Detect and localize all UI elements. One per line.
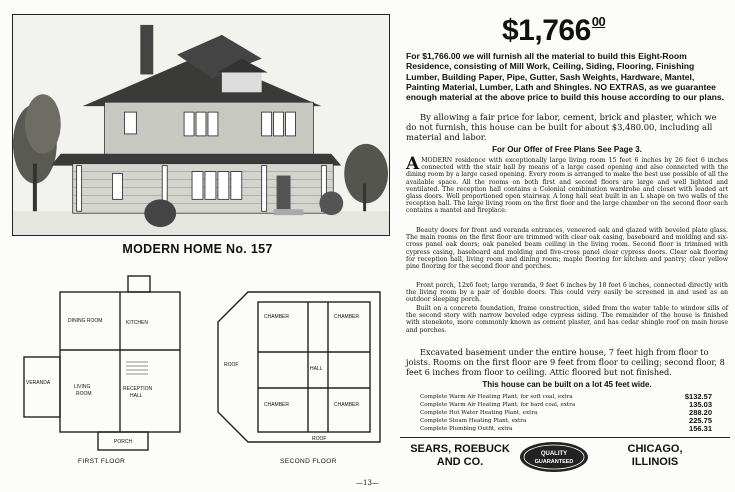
- company-name: [410, 443, 510, 469]
- extras-label: Complete Warm Air Heating Plant, for hard coal, extra: [420, 402, 576, 408]
- model-title: MODERN HOME No. 157: [122, 242, 273, 256]
- price: [502, 14, 605, 48]
- basement-text: Excavated basement under the entire house, 7 feet high from floor to joists. Rooms on the first floor are 9 feet from floor to ceiling; second floor, 8 feet 6 inches from floor to ceiling. Attic floored but not finished.: [406, 347, 725, 377]
- extras-label: Complete Hot Water Heating Plant, extra: [420, 410, 538, 416]
- description-paragraph-4: Built on a concrete foundation, frame construction, sided from the water table to window sills of the second story with narrow beveled edge cypress siding. The remainder of the house is finished with stenekote, more commonly known as cement plaster, and has cedar shingle roof on main house and porches.: [406, 305, 728, 334]
- free-plans-note: For Our Offer of Free Plans See Page 3.: [492, 145, 642, 154]
- svg-text:DINING ROOM: DINING ROOM: [68, 318, 103, 324]
- seal-line-1: QUALITY: [540, 451, 568, 457]
- svg-text:ROOF: ROOF: [224, 362, 239, 368]
- extras-row: [420, 409, 712, 417]
- description-paragraph-3: Front porch, 12x6 feet; large veranda, 9 feet 6 inches by 18 feet 6 inches, connected directly with the living room by a pair of double doors. This could very easily be screened in and used as an outdoor sleeping porch.: [406, 282, 728, 304]
- extras-row: [420, 401, 712, 409]
- svg-text:CHAMBER: CHAMBER: [334, 402, 360, 408]
- seal-line-2: GUARANTEED: [534, 459, 574, 465]
- svg-text:ROOF: ROOF: [312, 436, 327, 442]
- extras-value: 225.75: [689, 416, 712, 425]
- lot-note: This house can be built on a lot 45 feet wide.: [482, 380, 652, 389]
- second-floor-label: SECOND FLOOR: [280, 458, 337, 465]
- extras-label: Complete Warm Air Heating Plant, for soft coal, extra: [420, 394, 573, 400]
- company-location: [590, 443, 720, 469]
- extras-value: 288.20: [689, 408, 712, 417]
- svg-text:LIVING: LIVING: [74, 384, 91, 390]
- description-paragraph-1: [406, 154, 728, 215]
- description-p1-text: MODERN residence with exceptionally large living room 15 feet 6 inches by 26 feet 6 inches connected with the stair hall by means of a large cased opening and also connected with the dining room by a large cased opening. Every room is arranged to make the best use possible of all the available space. All the rooms on both first and second floors are large and well lighted and ventilated. The reception hall contains a Colonial combination wardrobe and closet with leaded art glass doors. Well proportioned open stairway. A long hall seat built in an L shape on two walls of the reception hall. The large living room on the first floor and the large chamber on the second floor each contains a mantel and fireplace.: [406, 157, 728, 215]
- floor-plans: [18, 262, 398, 472]
- extras-table: [420, 393, 712, 433]
- company-state: ILLINOIS: [631, 456, 679, 468]
- extras-row: [420, 425, 712, 433]
- svg-text:KITCHEN: KITCHEN: [126, 320, 148, 326]
- extras-value: 135.03: [689, 400, 712, 409]
- svg-text:VERANDA: VERANDA: [26, 380, 51, 386]
- price-dollars: $1,766: [502, 14, 591, 47]
- extras-label: Complete Steam Heating Plant, extra: [420, 418, 527, 424]
- extras-row: [420, 417, 712, 425]
- svg-text:CHAMBER: CHAMBER: [334, 314, 360, 320]
- company-line-2: AND CO.: [436, 456, 484, 468]
- svg-text:CHAMBER: CHAMBER: [264, 314, 290, 320]
- footer-divider: [400, 437, 730, 438]
- description-paragraph-2: Beauty doors for front and veranda entrances, veneered oak and glazed with beveled plate glass. The main rooms on the first floor are trimmed with clear oak casing, baseboard and molding and six-cross panel oak doors; oak paneled beam ceiling in the living room. Second floor is trimmed with cypress casing, baseboard and molding and five-cross panel clear cypress doors. Clear oak flooring for reception hall, living room and dining room; maple flooring for kitchen and pantry; clear yellow pine flooring for the second floor and porches.: [406, 227, 728, 271]
- svg-text:RECEPTION: RECEPTION: [123, 386, 153, 392]
- svg-text:HALL: HALL: [310, 366, 323, 372]
- extras-label: Complete Plumbing Outfit, extra: [420, 426, 513, 432]
- labor-text: By allowing a fair price for labor, cement, brick and plaster, which we do not furnish, this house can be built for about $3,480.00, including all material and labor.: [406, 112, 717, 142]
- quality-seal: [518, 440, 590, 474]
- svg-text:CHAMBER: CHAMBER: [264, 402, 290, 408]
- page-number: —13—: [356, 479, 379, 487]
- dropcap: A: [406, 154, 420, 174]
- house-illustration: [12, 14, 390, 236]
- first-floor-label: FIRST FLOOR: [78, 458, 126, 465]
- company-line-1: SEARS, ROEBUCK: [410, 443, 510, 455]
- extras-row: [420, 393, 712, 401]
- extras-value: 156.31: [689, 424, 712, 433]
- svg-text:HALL: HALL: [130, 393, 143, 399]
- svg-text:PORCH: PORCH: [114, 439, 133, 445]
- offer-text: For $1,766.00 we will furnish all the material to build this Eight-Room Residence, consisting of Mill Work, Ceiling, Siding, Flooring, Finishing Lumber, Building Paper, Pipe, Gutter, Sash Weights, Hardware, Mantel, Painting Material, Lumber, Lath and Shingles. NO EXTRAS, as we guarantee enough material at the above price to build this house according to our plans.: [406, 51, 725, 103]
- company-city: CHICAGO,: [627, 443, 683, 455]
- svg-text:ROOM: ROOM: [76, 391, 92, 397]
- extras-value: $132.57: [684, 392, 712, 401]
- price-cents: 00: [591, 14, 606, 29]
